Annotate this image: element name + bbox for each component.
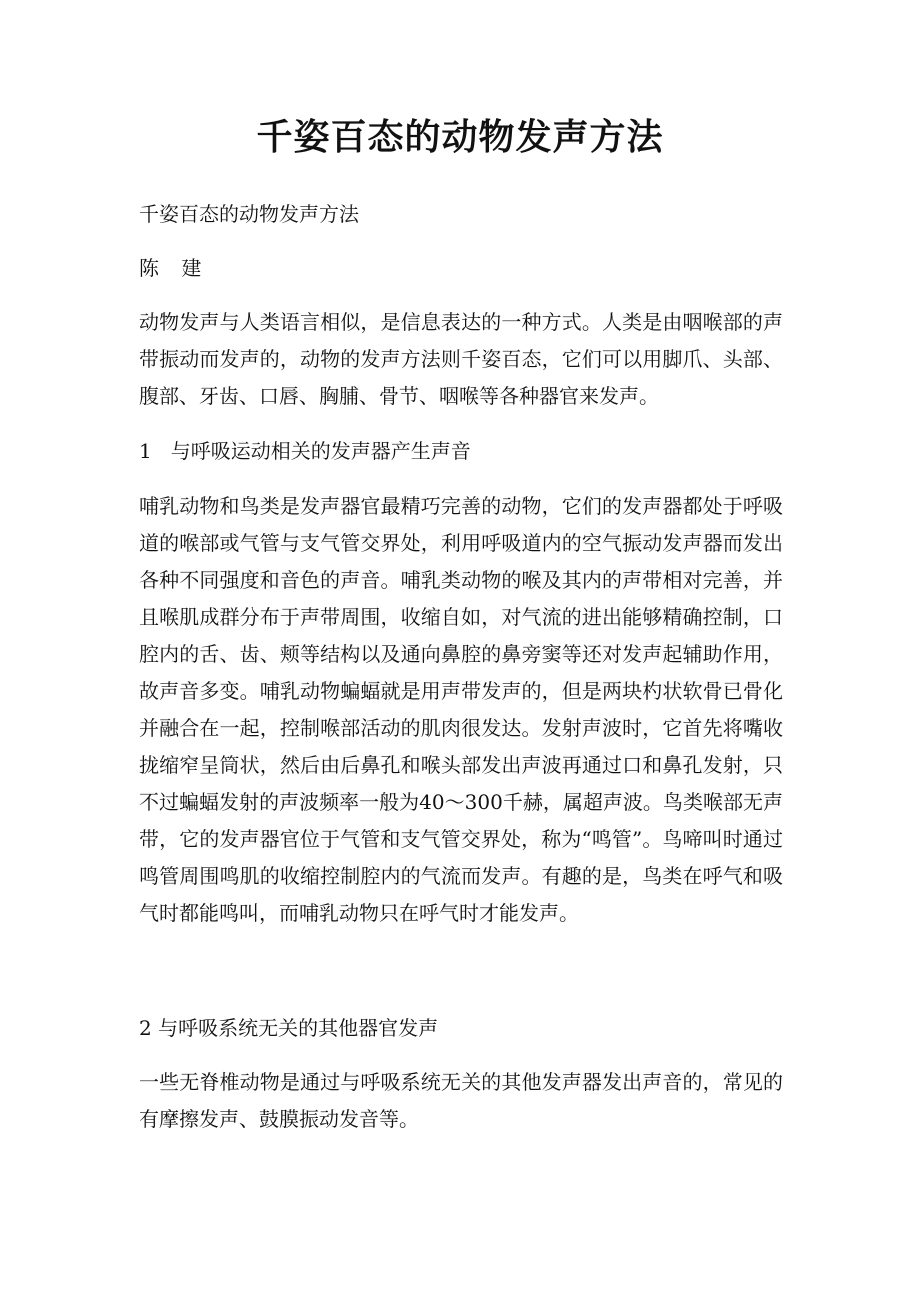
section-2-heading: 2 与呼吸系统无关的其他器官发声 <box>139 1016 439 1040</box>
section-2-paragraph: 一些无脊椎动物是通过与呼吸系统无关的其他发声器发出声音的，常见的有摩擦发声、鼓膜振动发音等。 <box>139 1070 783 1131</box>
document-subtitle: 千姿百态的动物发声方法 <box>139 202 359 226</box>
section-1-paragraph: 哺乳动物和鸟类是发声器官最精巧完善的动物，它们的发声器都处于呼吸道的喉部或气管与支气管交界处，利用呼吸道内的空气振动发声器而发出各种不同强度和音色的声音。哺乳类动物的喉及其内的声带相对完善，并且喉肌成群分布于声带周围，收缩自如，对气流的进出能够精确控制，口腔内的舌、齿、颊等结构以及通向鼻腔的鼻旁窦等还对发声起辅助作用，故声音多变。哺乳动物蝙蝠就是用声带发声的，但是两块杓状软骨已骨化并融合在一起，控制喉部活动的肌肉很发达。发射声波时，它首先将嘴收拢缩窄呈筒状，然后由后鼻孔和喉头部发出声波再通过口和鼻孔发射，只不过蝙蝠发射的声波频率一般为40～300千赫，属超声波。鸟类喉部无声带，它的发声器官位于气管和支气管交界处，称为“鸣管”。鸟啼叫时通过鸣管周围鸣肌的收缩控制腔内的气流而发声。有趣的是，鸟类在呼气和吸气时都能鸣叫，而哺乳动物只在呼气时才能发声。 <box>139 494 783 925</box>
document-title: 千姿百态的动物发声方法 <box>256 116 664 158</box>
intro-paragraph: 动物发声与人类语言相似，是信息表达的一种方式。人类是由咽喉部的声带振动而发声的，动物的发声方法则千姿百态，它们可以用脚爪、头部、腹部、牙齿、口唇、胸脯、骨节、咽喉等各种器官来发声。 <box>139 310 783 408</box>
section-1-heading: 1 与呼吸运动相关的发声器产生声音 <box>139 439 471 463</box>
author-name: 陈 建 <box>139 256 210 280</box>
